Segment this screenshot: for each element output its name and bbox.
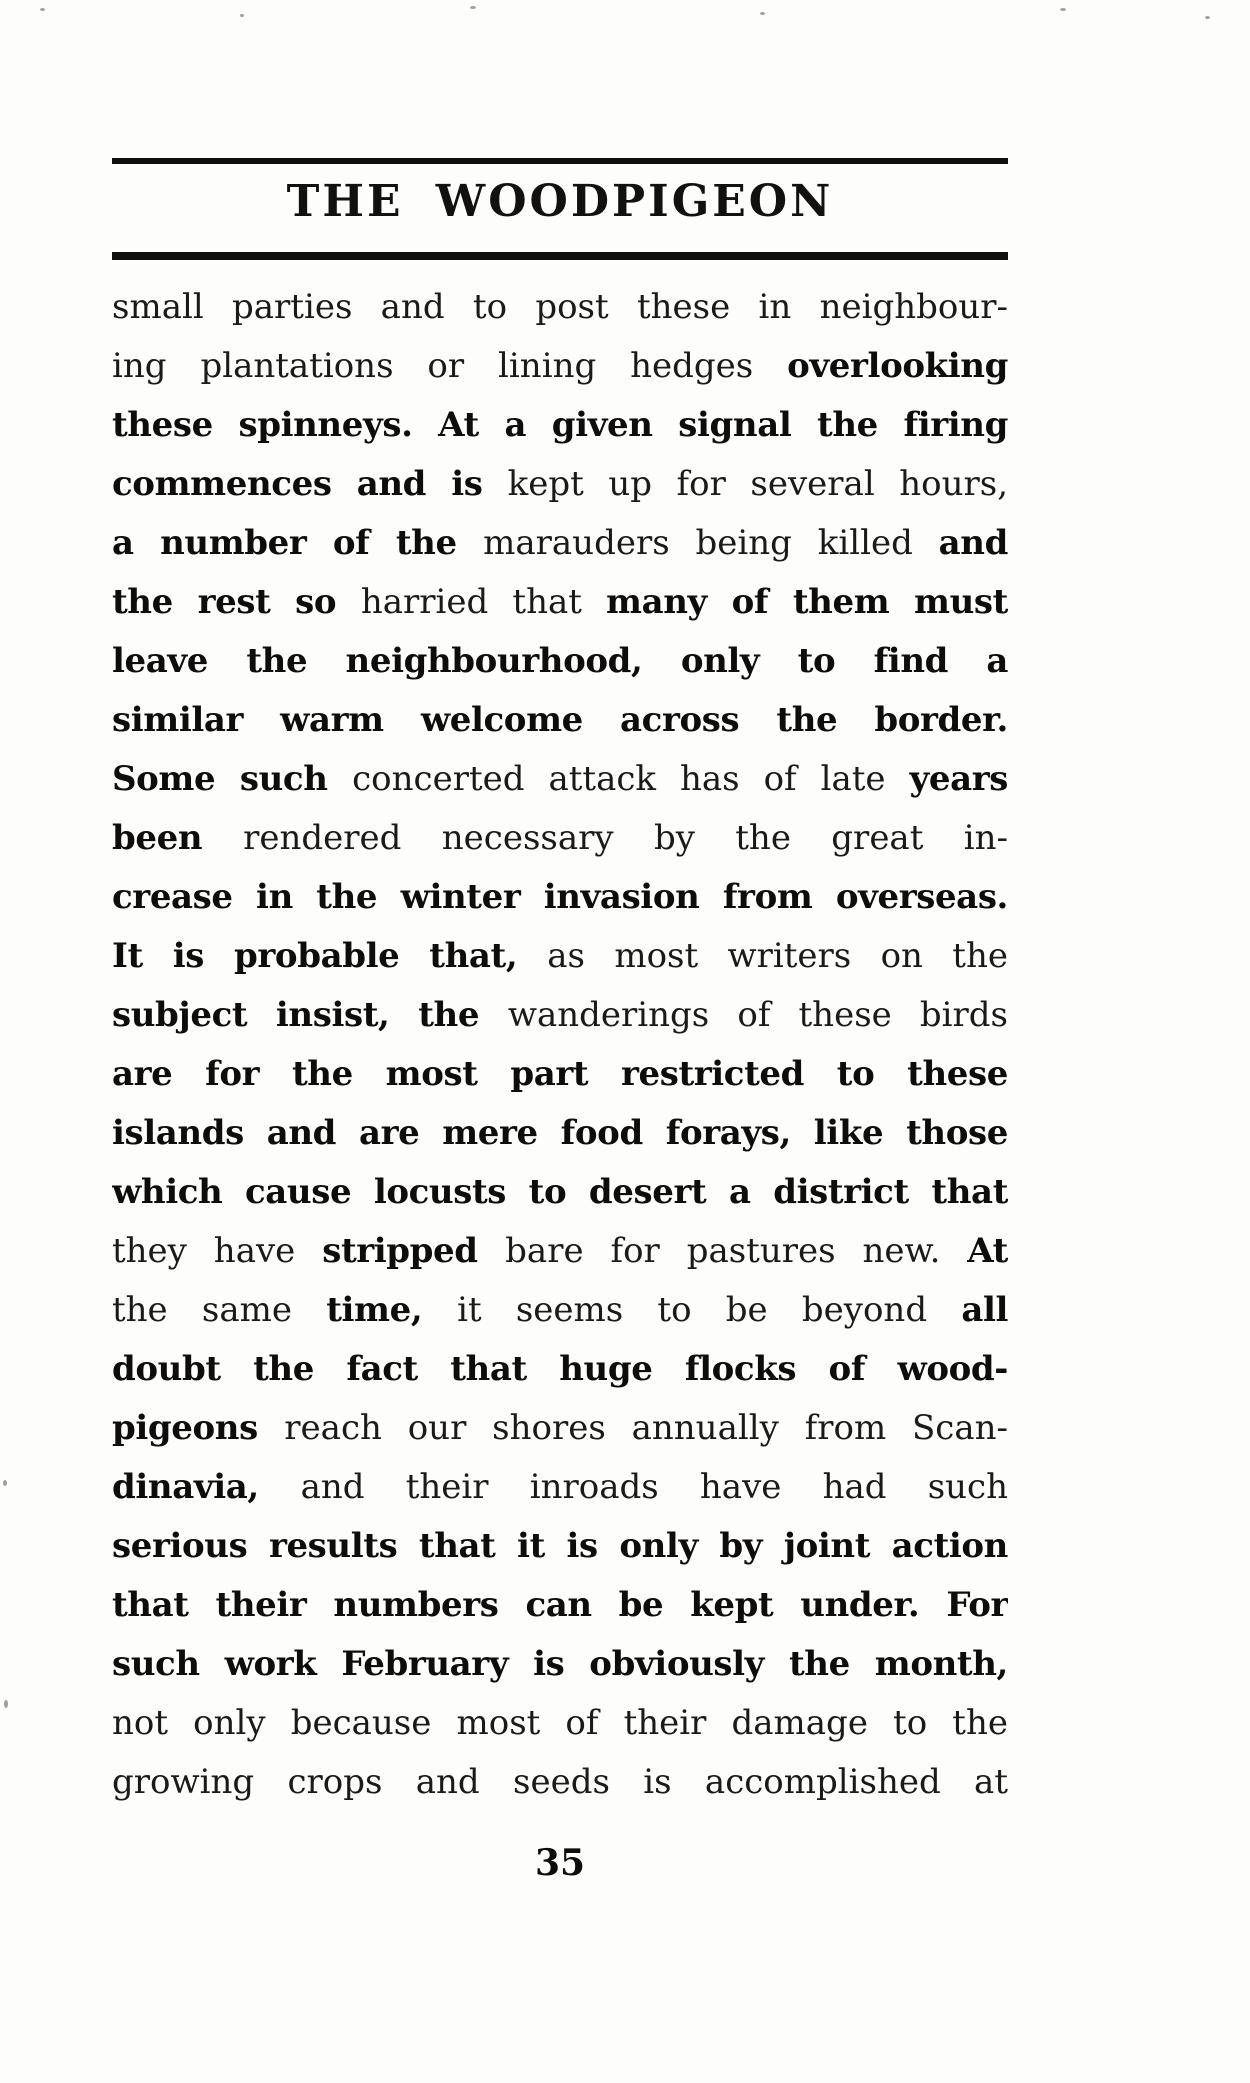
- text-segment: ing plantations or lining hedges: [112, 346, 788, 386]
- text-segment: they have: [112, 1231, 323, 1271]
- text-line: [112, 750, 1008, 809]
- text-line: [112, 986, 1008, 1045]
- text-segment: islands and are mere food forays, like those: [112, 1113, 1008, 1153]
- text-segment: doubt the fact that huge flocks of wood-: [112, 1349, 1008, 1389]
- scan-speck: [40, 8, 45, 11]
- text-line: [112, 1399, 1008, 1458]
- text-segment: growing crops and seeds is accomplished at: [112, 1762, 1008, 1802]
- page-number: 35: [534, 1842, 586, 1884]
- text-line: [112, 868, 1008, 927]
- body-text: [112, 278, 1008, 1812]
- text-segment: overlooking: [787, 346, 1008, 386]
- text-segment: are for the most part restricted to these: [112, 1054, 1008, 1094]
- page-title: THE WOODPIGEON: [286, 176, 834, 227]
- title-underline-rule: [112, 252, 1008, 260]
- text-segment: and their inroads have had such: [300, 1467, 1008, 1507]
- scan-speck: [1060, 8, 1066, 11]
- text-segment: a number of the: [112, 523, 484, 563]
- text-line: [112, 455, 1008, 514]
- text-segment: the same: [112, 1290, 327, 1330]
- text-segment: these spinneys. At a given signal the firing: [112, 405, 1008, 445]
- scan-speck: [240, 14, 244, 17]
- text-line: [112, 1340, 1008, 1399]
- text-segment: dinavia,: [112, 1467, 301, 1507]
- text-segment: At: [967, 1231, 1008, 1271]
- text-segment: it seems to be beyond: [457, 1290, 962, 1330]
- text-segment: stripped: [322, 1231, 506, 1271]
- text-segment: Some such: [112, 759, 353, 799]
- text-segment: subject insist, the: [112, 995, 508, 1035]
- text-segment: which cause locusts to desert a district that: [112, 1172, 1008, 1212]
- text-line: [112, 1517, 1008, 1576]
- text-segment: rendered necessary by the great in-: [243, 818, 1008, 858]
- text-line: [112, 1576, 1008, 1635]
- text-line: [112, 1694, 1008, 1753]
- text-segment: commences and is: [112, 464, 508, 504]
- text-segment: pigeons: [112, 1408, 285, 1448]
- text-line: [112, 1104, 1008, 1163]
- scan-speck: [470, 6, 476, 9]
- text-segment: time,: [326, 1290, 458, 1330]
- scan-speck: [1205, 16, 1210, 19]
- text-segment: small parties and to post these in neighbour-: [112, 287, 1008, 327]
- text-segment: been: [112, 818, 244, 858]
- text-segment: years: [909, 759, 1008, 799]
- text-segment: reach our shores annually from Scan-: [284, 1408, 1008, 1448]
- text-line: [112, 1222, 1008, 1281]
- text-line: [112, 1045, 1008, 1104]
- text-line: [112, 691, 1008, 750]
- text-line: [112, 396, 1008, 455]
- scan-speck: [760, 12, 765, 15]
- text-line: [112, 278, 1008, 337]
- text-segment: bare for pastures new.: [505, 1231, 968, 1271]
- text-segment: all: [961, 1290, 1008, 1330]
- text-line: [112, 809, 1008, 868]
- text-line: [112, 632, 1008, 691]
- text-segment: kept up for several hours,: [507, 464, 1008, 504]
- text-segment: It is probable that,: [112, 936, 548, 976]
- text-line: [112, 1163, 1008, 1222]
- text-segment: many of them must: [606, 582, 1008, 622]
- text-segment: crease in the winter invasion from overseas.: [112, 877, 1008, 917]
- text-segment: and: [938, 523, 1008, 563]
- text-line: [112, 573, 1008, 632]
- scan-speck: [3, 1480, 7, 1486]
- text-segment: concerted attack has of late: [352, 759, 910, 799]
- text-segment: serious results that it is only by joint action: [112, 1526, 1008, 1566]
- text-line: [112, 1281, 1008, 1340]
- text-line: [112, 1753, 1008, 1812]
- text-line: [112, 337, 1008, 396]
- text-segment: harried that: [360, 582, 607, 622]
- top-rule: [112, 158, 1008, 164]
- text-segment: marauders being killed: [483, 523, 939, 563]
- text-line: [112, 927, 1008, 986]
- text-segment: leave the neighbourhood, only to find a: [112, 641, 1008, 681]
- scan-speck: [4, 1700, 8, 1708]
- text-segment: such work February is obviously the month,: [112, 1644, 1008, 1684]
- text-segment: wanderings of these birds: [507, 995, 1008, 1035]
- text-line: [112, 514, 1008, 573]
- text-segment: not only because most of their damage to the: [112, 1703, 1008, 1743]
- text-segment: that their numbers can be kept under. For: [112, 1585, 1008, 1625]
- text-line: [112, 1458, 1008, 1517]
- text-segment: similar warm welcome across the border.: [112, 700, 1008, 740]
- text-segment: the rest so: [112, 582, 361, 622]
- text-segment: as most writers on the: [547, 936, 1008, 976]
- text-line: [112, 1635, 1008, 1694]
